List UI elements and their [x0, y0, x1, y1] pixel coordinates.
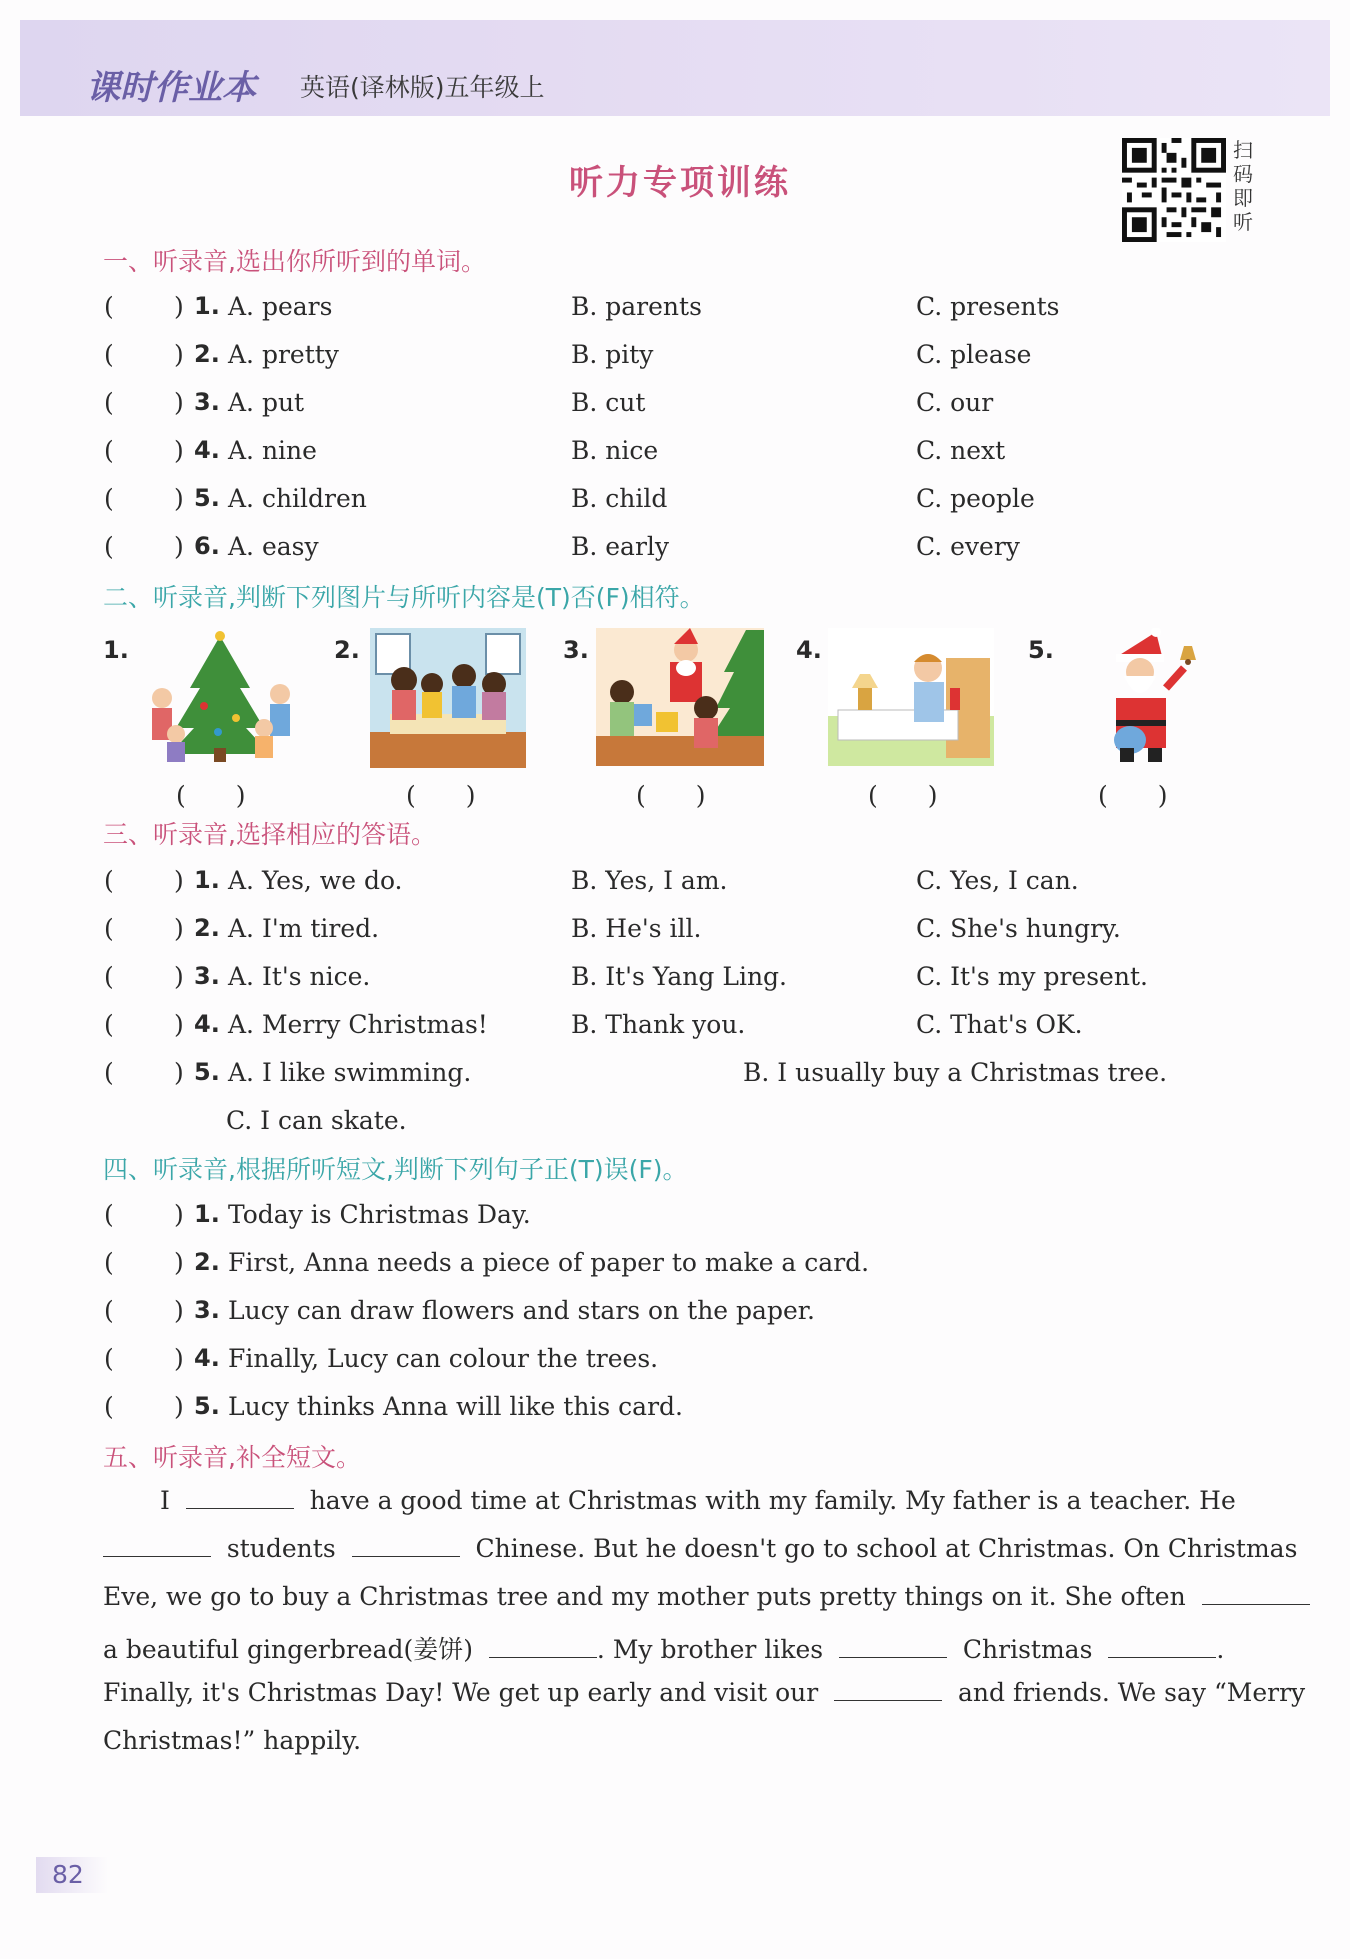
- part3-question-row: [0, 1010, 1350, 1050]
- statement-text: Lucy thinks Anna will like this card.: [228, 1392, 683, 1421]
- question-number: 2.: [194, 340, 220, 368]
- part3-question-row: [0, 866, 1350, 906]
- question-number: 5.: [194, 1058, 220, 1086]
- part4-question-row: [0, 1248, 1350, 1288]
- question-number: 1.: [194, 1200, 220, 1228]
- question-number: 4.: [194, 1344, 220, 1372]
- passage-text: . My brother likes: [596, 1635, 824, 1664]
- option-b: B. pity: [571, 340, 654, 369]
- part1-question-row: [0, 388, 1350, 428]
- option-b: B. Thank you.: [571, 1010, 746, 1039]
- picture-answer-blank[interactable]: ( ): [176, 781, 246, 810]
- fill-blank[interactable]: [186, 1486, 294, 1509]
- passage-text: have a good time at Christmas with my family. My father is a teacher. He: [309, 1486, 1236, 1515]
- passage-line-5: [103, 1678, 1305, 1707]
- part3-question-row: [0, 962, 1350, 1002]
- answer-paren-open[interactable]: (: [104, 484, 114, 513]
- question-number: 3.: [194, 388, 220, 416]
- picture-family-dinner: [370, 628, 526, 768]
- answer-paren-close[interactable]: ): [174, 388, 184, 417]
- option-b: B. nice: [571, 436, 659, 465]
- passage-line-4: [103, 1630, 1224, 1666]
- answer-paren-close[interactable]: ): [174, 866, 184, 895]
- option-c: C. Yes, I can.: [916, 866, 1079, 895]
- answer-paren-close[interactable]: ): [174, 1200, 184, 1229]
- question-number: 3.: [194, 962, 220, 990]
- answer-paren-open[interactable]: (: [104, 1200, 114, 1229]
- answer-paren-open[interactable]: (: [104, 1392, 114, 1421]
- option-b: B. I usually buy a Christmas tree.: [743, 1058, 1168, 1087]
- option-c: C. That's OK.: [916, 1010, 1083, 1039]
- part3-question-row: [0, 914, 1350, 954]
- answer-paren-open[interactable]: (: [104, 1010, 114, 1039]
- passage-line-3: [103, 1582, 1310, 1611]
- option-a: A. easy: [228, 532, 319, 561]
- statement-text: First, Anna needs a piece of paper to make a card.: [228, 1248, 870, 1277]
- qr-label-char: 扫: [1233, 138, 1253, 162]
- option-b: B. early: [571, 532, 670, 561]
- picture-number: 2.: [334, 636, 360, 664]
- picture-number: 3.: [563, 636, 589, 664]
- fill-blank[interactable]: [839, 1635, 947, 1658]
- answer-paren-close[interactable]: ): [174, 1344, 184, 1373]
- question-number: 5.: [194, 484, 220, 512]
- answer-paren-close[interactable]: ): [174, 1058, 184, 1087]
- answer-paren-close[interactable]: ): [174, 484, 184, 513]
- picture-number: 5.: [1028, 636, 1054, 664]
- picture-christmas-tree-party: [140, 628, 300, 764]
- option-b: B. cut: [571, 388, 646, 417]
- part3-question-row: [0, 1058, 1350, 1135]
- option-a: A. put: [228, 388, 305, 417]
- option-a: A. nine: [228, 436, 317, 465]
- section-5-heading: 五、听录音,补全短文。: [103, 1443, 361, 1472]
- option-c: C. please: [916, 340, 1032, 369]
- answer-paren-close[interactable]: ): [174, 436, 184, 465]
- passage-text: Christmas: [962, 1635, 1093, 1664]
- option-c: C. I can skate.: [226, 1106, 407, 1135]
- part1-question-row: [0, 484, 1350, 524]
- passage-line-1: [160, 1486, 1236, 1515]
- option-c: C. presents: [916, 292, 1060, 321]
- passage-text: Christmas!” happily.: [103, 1726, 362, 1755]
- passage-text: a beautiful gingerbread(姜饼): [103, 1635, 474, 1664]
- option-b: B. Yes, I am.: [571, 866, 728, 895]
- question-number: 4.: [194, 1010, 220, 1038]
- option-c: C. every: [916, 532, 1020, 561]
- answer-paren-open[interactable]: (: [104, 962, 114, 991]
- fill-blank[interactable]: [103, 1534, 211, 1557]
- option-c: C. It's my present.: [916, 962, 1148, 991]
- answer-paren-open[interactable]: (: [104, 532, 114, 561]
- passage-text: Chinese. But he doesn't go to school at Christmas. On Christmas: [475, 1534, 1298, 1563]
- answer-paren-close[interactable]: ): [174, 1296, 184, 1325]
- option-a: A. pears: [228, 292, 333, 321]
- passage-text: and friends. We say “Merry: [958, 1678, 1306, 1707]
- question-number: 2.: [194, 914, 220, 942]
- option-b: B. He's ill.: [571, 914, 702, 943]
- option-a: A. children: [228, 484, 367, 513]
- statement-text: Finally, Lucy can colour the trees.: [228, 1344, 659, 1373]
- option-b: B. It's Yang Ling.: [571, 962, 788, 991]
- answer-paren-close[interactable]: ): [174, 914, 184, 943]
- passage-text: I: [160, 1486, 170, 1515]
- picture-boy-in-bed-stocking: [828, 628, 994, 766]
- answer-paren-close[interactable]: ): [174, 292, 184, 321]
- passage-text: Finally, it's Christmas Day! We get up early and visit our: [103, 1678, 819, 1707]
- answer-paren-open[interactable]: (: [104, 292, 114, 321]
- picture-answer-blank[interactable]: ( ): [406, 781, 476, 810]
- section-1-heading: 一、听录音,选出你所听到的单词。: [103, 247, 486, 276]
- answer-paren-close[interactable]: ): [174, 1392, 184, 1421]
- picture-santa-giving-presents: [596, 628, 764, 766]
- option-c: C. people: [916, 484, 1035, 513]
- option-c: C. next: [916, 436, 1006, 465]
- option-a: A. I'm tired.: [228, 914, 380, 943]
- answer-paren-close[interactable]: ): [174, 340, 184, 369]
- answer-paren-open[interactable]: (: [104, 1058, 114, 1087]
- fill-blank[interactable]: [1108, 1635, 1216, 1658]
- question-number: 2.: [194, 1248, 220, 1276]
- answer-paren-open[interactable]: (: [104, 866, 114, 895]
- answer-paren-open[interactable]: (: [104, 436, 114, 465]
- page-number: 82: [36, 1857, 108, 1893]
- question-number: 5.: [194, 1392, 220, 1420]
- option-a: A. I like swimming.: [228, 1058, 472, 1087]
- answer-paren-close[interactable]: ): [174, 1010, 184, 1039]
- part4-question-row: [0, 1392, 1350, 1432]
- qr-label-char: 码: [1233, 162, 1253, 186]
- option-a: A. pretty: [228, 340, 339, 369]
- answer-paren-open[interactable]: (: [104, 1248, 114, 1277]
- statement-text: Lucy can draw flowers and stars on the paper.: [228, 1296, 815, 1325]
- part1-question-row: [0, 292, 1350, 332]
- statement-text: Today is Christmas Day.: [228, 1200, 531, 1229]
- part1-question-row: [0, 436, 1350, 476]
- answer-paren-open[interactable]: (: [104, 1296, 114, 1325]
- qr-code-icon[interactable]: [1122, 138, 1226, 242]
- picture-santa-with-bell: [1096, 628, 1206, 768]
- subject-label: 英语(译林版)五年级上: [300, 73, 545, 102]
- section-3-heading: 三、听录音,选择相应的答语。: [103, 820, 436, 849]
- section-2-heading: 二、听录音,判断下列图片与所听内容是(T)否(F)相符。: [103, 583, 705, 612]
- option-b: B. child: [571, 484, 668, 513]
- fill-blank[interactable]: [834, 1678, 942, 1701]
- picture-number: 1.: [103, 636, 129, 664]
- option-b: B. parents: [571, 292, 702, 321]
- section-4-heading: 四、听录音,根据所听短文,判断下列句子正(T)误(F)。: [103, 1155, 688, 1184]
- passage-line-2: [103, 1534, 1297, 1563]
- part1-question-row: [0, 340, 1350, 380]
- answer-paren-close[interactable]: ): [174, 1248, 184, 1277]
- option-a: A. Merry Christmas!: [228, 1010, 488, 1039]
- question-number: 1.: [194, 292, 220, 320]
- question-number: 4.: [194, 436, 220, 464]
- question-number: 6.: [194, 532, 220, 560]
- passage-text: students: [226, 1534, 336, 1563]
- answer-paren-open[interactable]: (: [104, 1344, 114, 1373]
- picture-answer-blank[interactable]: ( ): [636, 781, 706, 810]
- page-title: 听力专项训练: [569, 163, 791, 203]
- question-number: 3.: [194, 1296, 220, 1324]
- answer-paren-open[interactable]: (: [104, 914, 114, 943]
- fill-blank[interactable]: [489, 1635, 597, 1658]
- option-c: C. She's hungry.: [916, 914, 1121, 943]
- part4-question-row: [0, 1296, 1350, 1336]
- answer-paren-close[interactable]: ): [174, 532, 184, 561]
- option-a: A. Yes, we do.: [228, 866, 403, 895]
- part1-question-row: [0, 532, 1350, 572]
- qr-label-char: 即: [1233, 186, 1253, 210]
- brand-title: 课时作业本: [86, 68, 256, 108]
- part4-question-row: [0, 1344, 1350, 1384]
- qr-label-char: 听: [1233, 210, 1253, 234]
- picture-answer-blank[interactable]: ( ): [868, 781, 938, 810]
- fill-blank[interactable]: [1202, 1582, 1310, 1605]
- part4-question-row: [0, 1200, 1350, 1240]
- answer-paren-open[interactable]: (: [104, 388, 114, 417]
- passage-text: .: [1216, 1635, 1225, 1664]
- question-number: 1.: [194, 866, 220, 894]
- fill-blank[interactable]: [352, 1534, 460, 1557]
- option-c: C. our: [916, 388, 994, 417]
- answer-paren-open[interactable]: (: [104, 340, 114, 369]
- picture-number: 4.: [796, 636, 822, 664]
- qr-scan-label: [1233, 138, 1257, 234]
- passage-line-6: [103, 1726, 361, 1755]
- answer-paren-close[interactable]: ): [174, 962, 184, 991]
- option-a: A. It's nice.: [228, 962, 371, 991]
- passage-text: Eve, we go to buy a Christmas tree and my mother puts pretty things on it. She often: [103, 1582, 1186, 1611]
- picture-answer-blank[interactable]: ( ): [1098, 781, 1168, 810]
